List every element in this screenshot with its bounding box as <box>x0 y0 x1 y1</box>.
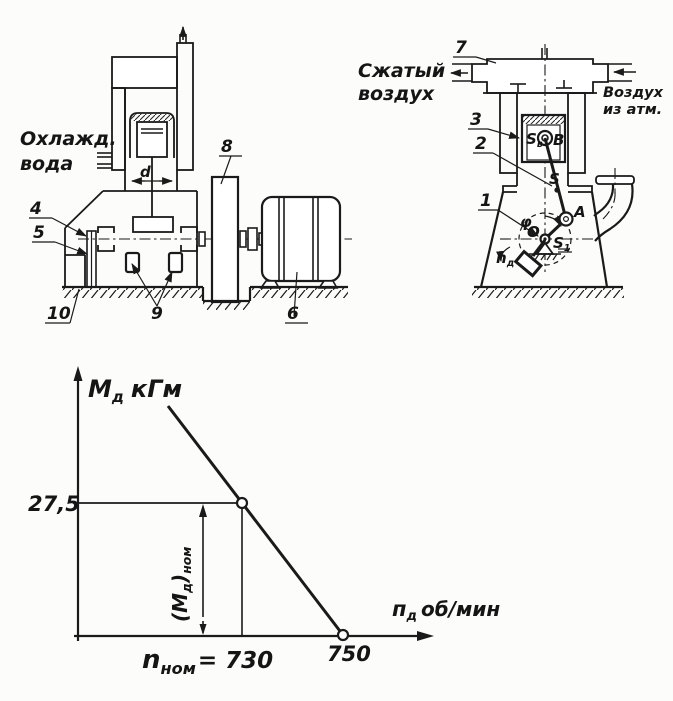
synchronous-point-marker <box>338 630 348 640</box>
compressed-air-port <box>358 60 472 105</box>
compressor-scheme-drawing <box>358 38 664 298</box>
part-label-10: 10 <box>47 304 71 324</box>
compressed-air-caption-line2: воздух <box>358 83 435 105</box>
y-axis-title: $М_д$ кГм <box>88 375 183 406</box>
point-s-label: S <box>549 170 560 188</box>
atm-air-caption-line2: из атм. <box>603 102 663 118</box>
x-tick-750: 750 <box>327 642 371 666</box>
part-label-5: 5 <box>33 223 45 243</box>
scheme-piston <box>522 115 565 162</box>
part-label-1: 1 <box>480 191 492 211</box>
compressor-unit-drawing <box>20 27 352 324</box>
point-s1-label: $S_1$ <box>553 234 571 254</box>
nominal-torque-annotation: $(М_д)_{ном}$ <box>168 546 194 622</box>
electric-motor <box>261 197 340 288</box>
point-a-label: А <box>574 203 586 221</box>
point-s-upper-label: $S_в$ <box>526 130 543 150</box>
nominal-point-marker <box>237 498 247 508</box>
atmospheric-air-port <box>603 64 664 118</box>
part-label-9: 9 <box>151 304 163 324</box>
x-nominal-speed-label: $n_{ном}= 730$ <box>142 645 274 678</box>
cooling-water-caption-line1: Охлажд. <box>20 128 117 150</box>
x-axis-arrowhead <box>417 631 434 641</box>
vent-pipe <box>180 27 186 43</box>
y-tick-27-5: 27,5 <box>28 492 80 516</box>
valve-head <box>472 48 608 93</box>
rotation-speed-label: $n_д$ <box>496 249 515 269</box>
part-label-7: 7 <box>455 38 467 58</box>
cooling-water-caption-line2: вода <box>20 153 74 175</box>
dim-d-label: d <box>140 163 151 181</box>
nominal-torque-dimension <box>199 504 207 635</box>
part-label-3: 3 <box>470 110 482 130</box>
part-label-8: 8 <box>221 137 233 157</box>
part-label-6: 6 <box>287 304 299 324</box>
compressed-air-caption-line1: Сжатый <box>358 60 446 82</box>
point-o-label: O <box>527 223 540 241</box>
cooling-water-inlet <box>20 128 117 175</box>
foundation-left <box>62 287 348 310</box>
part-label-2: 2 <box>475 134 487 154</box>
torque-curve <box>168 406 343 635</box>
x-axis-title: пд об/мин <box>392 597 501 624</box>
discharge-pipe <box>594 168 634 241</box>
piston-assembly <box>130 113 174 217</box>
foundation-right <box>472 287 624 298</box>
y-axis-arrowhead <box>74 366 83 381</box>
point-b-label: В <box>553 131 565 149</box>
part-label-4: 4 <box>30 199 42 219</box>
crank-angle-phi-label: φ <box>520 213 532 231</box>
torque-speed-chart <box>28 366 500 678</box>
atm-air-caption-line1: Воздух <box>603 85 663 101</box>
